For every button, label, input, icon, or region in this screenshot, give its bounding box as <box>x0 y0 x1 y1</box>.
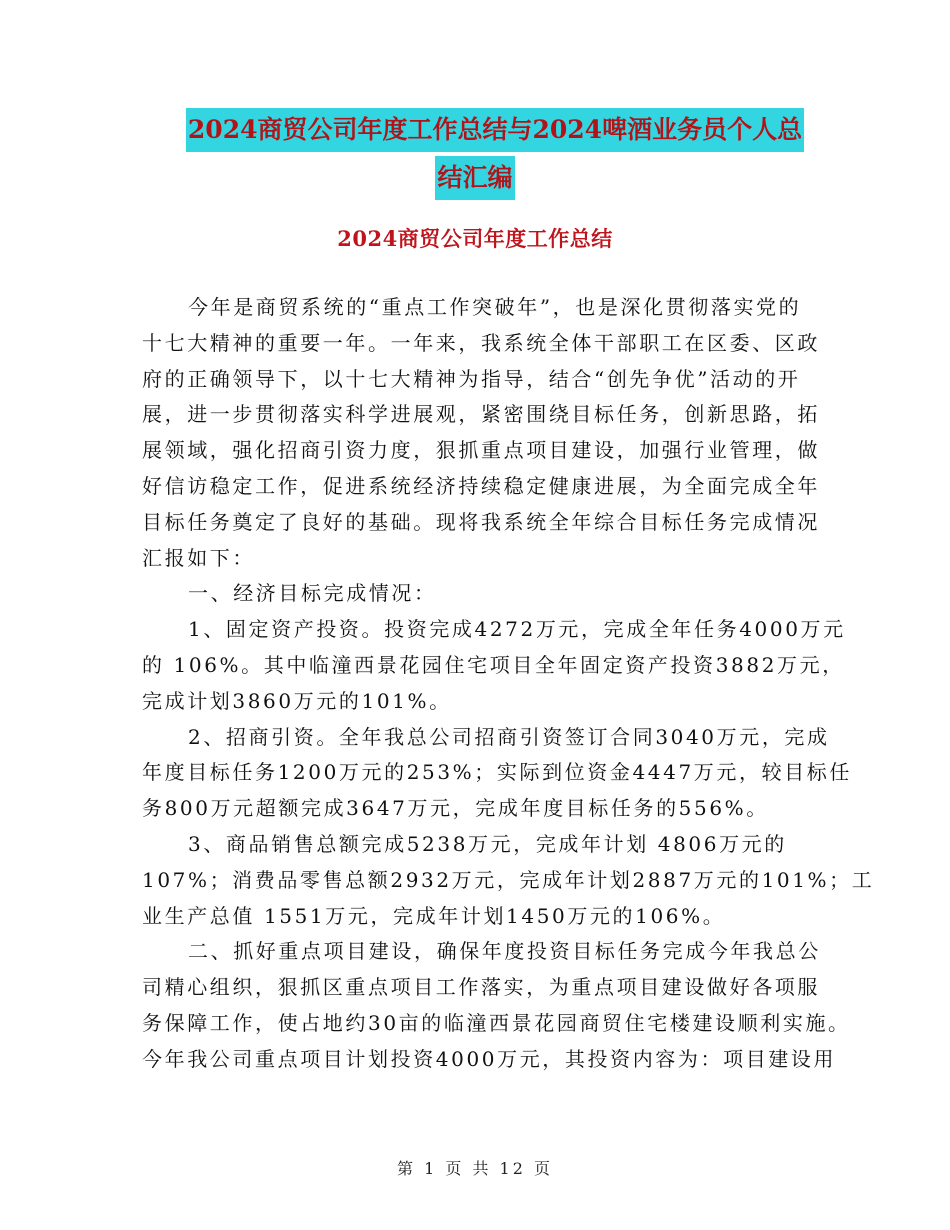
text-line: 展领域，强化招商引资力度，狠抓重点项目建设，加强行业管理，做 <box>142 438 820 463</box>
section-heading: 2024商贸公司年度工作总结 <box>337 226 613 251</box>
text-line: 府的正确领导下，以十七大精神为指导，结合“创先争优”活动的开 <box>142 366 801 391</box>
text-line: 务800万元超额完成3647万元，完成年度目标任务的556%。 <box>142 796 769 821</box>
text-line: 好信访稳定工作，促进系统经济持续稳定健康进展，为全面完成全年 <box>142 473 820 498</box>
text-line: 十七大精神的重要一年。一年来，我系统全体干部职工在区委、区政 <box>142 330 820 355</box>
body-text <box>142 290 875 1078</box>
text-line: 今年我公司重点项目计划投资4000万元，其投资内容为：项目建设用 <box>142 1046 837 1071</box>
text-line: 司精心组织，狠抓区重点项目工作落实，为重点项目建设做好各项服 <box>142 975 820 1000</box>
text-line: 年度目标任务1200万元的253%；实际到位资金4447万元，较目标任 <box>142 760 852 785</box>
title-line-1: 2024商贸公司年度工作总结与2024啤酒业务员个人总 <box>186 108 804 152</box>
text-line: 务保障工作，使占地约30亩的临潼西景花园商贸住宅楼建设顺利实施。 <box>142 1010 851 1035</box>
title-line-2: 结汇编 <box>435 156 514 200</box>
document-title <box>0 108 950 200</box>
text-line: 1、固定资产投资。投资完成4272万元，完成全年任务4000万元 <box>188 617 846 642</box>
text-line: 完成计划3860万元的101%。 <box>142 688 452 713</box>
text-line: 3、商品销售总额完成5238万元，完成年计划 4806万元的 <box>188 831 787 856</box>
text-line: 业生产总值 1551万元，完成年计划1450万元的106%。 <box>142 903 726 928</box>
text-line: 一、经济目标完成情况： <box>188 581 437 606</box>
page-footer: 第 1 页 共 12 页 <box>397 1159 553 1178</box>
text-line: 今年是商贸系统的“重点工作突破年”，也是深化贯彻落实党的 <box>188 295 802 319</box>
text-line: 107%；消费品零售总额2932万元，完成年计划2887万元的101%；工 <box>142 867 875 892</box>
text-line: 二、抓好重点项目建设，确保年度投资目标任务完成今年我总公 <box>188 939 821 964</box>
text-line: 汇报如下： <box>142 545 255 570</box>
text-line: 的 106%。其中临潼西景花园住宅项目全年固定资产投资3882万元， <box>142 652 845 677</box>
text-line: 2、招商引资。全年我总公司招商引资签订合同3040万元，完成 <box>188 724 830 749</box>
text-line: 目标任务奠定了良好的基础。现将我系统全年综合目标任务完成情况 <box>142 509 820 534</box>
text-line: 展，进一步贯彻落实科学进展观，紧密围绕目标任务，创新思路，拓 <box>142 402 820 427</box>
